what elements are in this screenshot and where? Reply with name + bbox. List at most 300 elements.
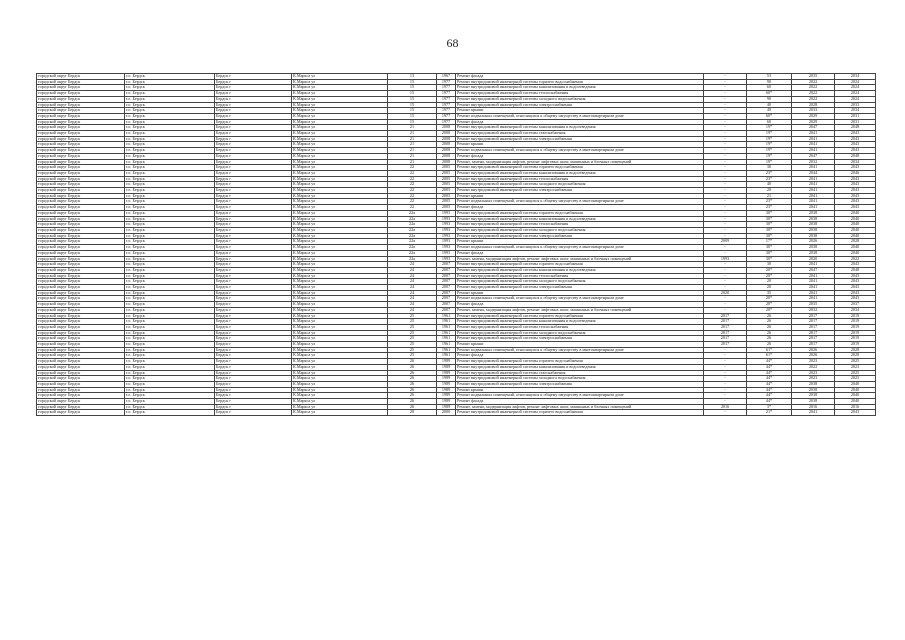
plan-end-year-cell: 2040 bbox=[835, 399, 876, 405]
plan-end-year-cell: 2040 bbox=[835, 216, 876, 222]
last-repair-year-cell: - bbox=[704, 113, 747, 119]
street-cell: К.Маркса ул bbox=[292, 347, 388, 353]
street-cell: К.Маркса ул bbox=[292, 342, 388, 348]
settlement-cell: г.о. Бердск bbox=[125, 96, 215, 102]
last-repair-year-cell: - bbox=[704, 399, 747, 405]
plan-start-year-cell: 2026 bbox=[792, 347, 835, 353]
work-type-cell: Ремонт внутридомовой инженерной системы холодного водоснабжения bbox=[456, 376, 704, 382]
work-type-cell: Ремонт внутридомовой инженерной системы холодного водоснабжения bbox=[456, 182, 704, 188]
locality-cell: Бердск г bbox=[215, 353, 292, 359]
plan-start-year-cell: 2041 bbox=[792, 262, 835, 268]
plan-start-year-cell: 2023 bbox=[792, 359, 835, 365]
locality-cell: Бердск г bbox=[215, 170, 292, 176]
plan-end-year-cell: 2043 bbox=[835, 136, 876, 142]
locality-cell: Бердск г bbox=[215, 342, 292, 348]
wear-percent-cell: 53 bbox=[747, 74, 792, 80]
wear-percent-cell: 20 bbox=[747, 285, 792, 291]
district-cell: городской округ Бердск bbox=[37, 216, 125, 222]
plan-end-year-cell: 2043 bbox=[835, 148, 876, 154]
wear-percent-cell: 90 bbox=[747, 79, 792, 85]
settlement-cell: г.о. Бердск bbox=[125, 176, 215, 182]
work-type-cell: Ремонт подвальных помещений, относящихся к общему имуществу в многоквартирном доме bbox=[456, 393, 704, 399]
wear-percent-cell: 30* bbox=[747, 250, 792, 256]
plan-end-year-cell: 2031 bbox=[835, 119, 876, 125]
plan-start-year-cell: 2017 bbox=[792, 342, 835, 348]
house-number-cell: 24 bbox=[388, 267, 437, 273]
last-repair-year-cell: - bbox=[704, 262, 747, 268]
locality-cell: Бердск г bbox=[215, 285, 292, 291]
build-year-cell: 1961 bbox=[437, 313, 456, 319]
registry-table-container bbox=[36, 73, 876, 416]
last-repair-year-cell: - bbox=[704, 125, 747, 131]
wear-percent-cell: 44* bbox=[747, 399, 792, 405]
last-repair-year-cell: - bbox=[704, 102, 747, 108]
house-number-cell: 22 bbox=[388, 193, 437, 199]
plan-end-year-cell: 2040 bbox=[835, 393, 876, 399]
last-repair-year-cell: 2017 bbox=[704, 330, 747, 336]
work-type-cell: Ремонт внутридомовой инженерной системы горячего водоснабжения bbox=[456, 79, 704, 85]
work-type-cell: Ремонт подвальных помещений, относящихся к общему имуществу в многоквартирном доме bbox=[456, 347, 704, 353]
work-type-cell: Ремонт внутридомовой инженерной системы газоснабжения bbox=[456, 370, 704, 376]
street-cell: К.Маркса ул bbox=[292, 353, 388, 359]
last-repair-year-cell: 2016 bbox=[704, 404, 747, 410]
district-cell: городской округ Бердск bbox=[37, 387, 125, 393]
plan-start-year-cell: 2032 bbox=[792, 307, 835, 313]
plan-start-year-cell: 2032 bbox=[792, 159, 835, 165]
district-cell: городской округ Бердск bbox=[37, 222, 125, 228]
street-cell: К.Маркса ул bbox=[292, 381, 388, 387]
locality-cell: Бердск г bbox=[215, 210, 292, 216]
wear-percent-cell: 44* bbox=[747, 381, 792, 387]
last-repair-year-cell: - bbox=[704, 176, 747, 182]
house-number-cell: 22 bbox=[388, 199, 437, 205]
last-repair-year-cell: - bbox=[704, 199, 747, 205]
plan-start-year-cell: 2023 bbox=[792, 376, 835, 382]
wear-percent-cell: 3* bbox=[747, 404, 792, 410]
build-year-cell: 1967 bbox=[437, 74, 456, 80]
house-number-cell: 25 bbox=[388, 353, 437, 359]
settlement-cell: г.о. Бердск bbox=[125, 159, 215, 165]
plan-end-year-cell: 2034 bbox=[835, 108, 876, 114]
plan-end-year-cell: 2019 bbox=[835, 336, 876, 342]
street-cell: К.Маркса ул bbox=[292, 102, 388, 108]
plan-end-year-cell: 2043 bbox=[835, 262, 876, 268]
work-type-cell: Ремонт внутридомовой инженерной системы горячего водоснабжения bbox=[456, 262, 704, 268]
district-cell: городской округ Бердск bbox=[37, 125, 125, 131]
build-year-cell: 1989 bbox=[437, 370, 456, 376]
street-cell: К.Маркса ул bbox=[292, 176, 388, 182]
settlement-cell: г.о. Бердск bbox=[125, 119, 215, 125]
build-year-cell: 1993 bbox=[437, 227, 456, 233]
wear-percent-cell: 26 bbox=[747, 324, 792, 330]
build-year-cell: 2008 bbox=[437, 159, 456, 165]
wear-percent-cell: 20* bbox=[747, 267, 792, 273]
last-repair-year-cell: - bbox=[704, 273, 747, 279]
build-year-cell: 1993 bbox=[437, 216, 456, 222]
build-year-cell: 2008 bbox=[437, 125, 456, 131]
house-number-cell: 15 bbox=[388, 102, 437, 108]
work-type-cell: Ремонт внутридомовой инженерной системы горячего водоснабжения bbox=[456, 410, 704, 416]
settlement-cell: г.о. Бердск bbox=[125, 302, 215, 308]
plan-start-year-cell: 2038 bbox=[792, 245, 835, 251]
last-repair-year-cell: - bbox=[704, 359, 747, 365]
house-number-cell: 22а bbox=[388, 216, 437, 222]
settlement-cell: г.о. Бердск bbox=[125, 273, 215, 279]
locality-cell: Бердск г bbox=[215, 136, 292, 142]
house-number-cell: 25 bbox=[388, 347, 437, 353]
work-type-cell: Ремонт внутридомовой инженерной системы теплоснабжения bbox=[456, 273, 704, 279]
registry-table bbox=[36, 73, 876, 416]
plan-start-year-cell: 2047 bbox=[792, 153, 835, 159]
settlement-cell: г.о. Бердск bbox=[125, 91, 215, 97]
settlement-cell: г.о. Бердск bbox=[125, 313, 215, 319]
settlement-cell: г.о. Бердск bbox=[125, 74, 215, 80]
house-number-cell: 24 bbox=[388, 279, 437, 285]
wear-percent-cell: 35 bbox=[747, 290, 792, 296]
last-repair-year-cell: - bbox=[704, 205, 747, 211]
plan-end-year-cell: 2040 bbox=[835, 250, 876, 256]
build-year-cell: 1989 bbox=[437, 404, 456, 410]
last-repair-year-cell: - bbox=[704, 159, 747, 165]
settlement-cell: г.о. Бердск bbox=[125, 113, 215, 119]
plan-end-year-cell: 2043 bbox=[835, 188, 876, 194]
plan-start-year-cell: 2038 bbox=[792, 250, 835, 256]
last-repair-year-cell: - bbox=[704, 131, 747, 137]
house-number-cell: 22 bbox=[388, 165, 437, 171]
work-type-cell: Ремонт внутридомовой инженерной системы теплоснабжения bbox=[456, 324, 704, 330]
street-cell: К.Маркса ул bbox=[292, 216, 388, 222]
settlement-cell: г.о. Бердск bbox=[125, 250, 215, 256]
work-type-cell: Ремонт внутридомовой инженерной системы холодного водоснабжения bbox=[456, 227, 704, 233]
house-number-cell: 22 bbox=[388, 182, 437, 188]
work-type-cell: Ремонт внутридомовой инженерной системы канализования и водоотведения bbox=[456, 364, 704, 370]
build-year-cell: 2005 bbox=[437, 205, 456, 211]
work-type-cell: Ремонт внутридомовой инженерной системы электроснабжения bbox=[456, 136, 704, 142]
house-number-cell: 15 bbox=[388, 119, 437, 125]
locality-cell: Бердск г bbox=[215, 176, 292, 182]
district-cell: городской округ Бердск bbox=[37, 142, 125, 148]
work-type-cell: Ремонт внутридомовой инженерной системы газоснабжения bbox=[456, 131, 704, 137]
last-repair-year-cell: - bbox=[704, 250, 747, 256]
district-cell: городской округ Бердск bbox=[37, 376, 125, 382]
settlement-cell: г.о. Бердск bbox=[125, 205, 215, 211]
last-repair-year-cell: - bbox=[704, 302, 747, 308]
settlement-cell: г.о. Бердск bbox=[125, 296, 215, 302]
district-cell: городской округ Бердск bbox=[37, 119, 125, 125]
wear-percent-cell: 44* bbox=[747, 387, 792, 393]
district-cell: городской округ Бердск bbox=[37, 324, 125, 330]
district-cell: городской округ Бердск bbox=[37, 319, 125, 325]
work-type-cell: Ремонт внутридомовой инженерной системы теплоснабжения bbox=[456, 176, 704, 182]
plan-end-year-cell: 2043 bbox=[835, 165, 876, 171]
locality-cell: Бердск г bbox=[215, 319, 292, 325]
last-repair-year-cell: - bbox=[704, 387, 747, 393]
house-number-cell: 25 bbox=[388, 324, 437, 330]
district-cell: городской округ Бердск bbox=[37, 290, 125, 296]
work-type-cell: Ремонт внутридомовой инженерной системы электроснабжения bbox=[456, 102, 704, 108]
street-cell: К.Маркса ул bbox=[292, 188, 388, 194]
plan-end-year-cell: 2028 bbox=[835, 239, 876, 245]
street-cell: К.Маркса ул bbox=[292, 227, 388, 233]
district-cell: городской округ Бердск bbox=[37, 113, 125, 119]
plan-start-year-cell: 2035 bbox=[792, 74, 835, 80]
plan-end-year-cell: 2048 bbox=[835, 125, 876, 131]
settlement-cell: г.о. Бердск bbox=[125, 233, 215, 239]
locality-cell: Бердск г bbox=[215, 307, 292, 313]
build-year-cell: 1977 bbox=[437, 108, 456, 114]
last-repair-year-cell: 2017 bbox=[704, 342, 747, 348]
wear-percent-cell: 30* bbox=[747, 245, 792, 251]
locality-cell: Бердск г bbox=[215, 85, 292, 91]
locality-cell: Бердск г bbox=[215, 148, 292, 154]
work-type-cell: Ремонт фасада bbox=[456, 119, 704, 125]
street-cell: К.Маркса ул bbox=[292, 370, 388, 376]
last-repair-year-cell: - bbox=[704, 148, 747, 154]
work-type-cell: Ремонт внутридомовой инженерной системы горячего водоснабжения bbox=[456, 359, 704, 365]
house-number-cell: 22а bbox=[388, 233, 437, 239]
locality-cell: Бердск г bbox=[215, 205, 292, 211]
wear-percent-cell: 44* bbox=[747, 393, 792, 399]
settlement-cell: г.о. Бердск bbox=[125, 182, 215, 188]
wear-percent-cell: 61* bbox=[747, 347, 792, 353]
district-cell: городской округ Бердск bbox=[37, 102, 125, 108]
build-year-cell: 2008 bbox=[437, 153, 456, 159]
plan-start-year-cell: 2016 bbox=[792, 404, 835, 410]
last-repair-year-cell: - bbox=[704, 376, 747, 382]
wear-percent-cell: 60* bbox=[747, 91, 792, 97]
work-type-cell: Ремонт, замена, модернизация лифтов, ремонт лифтовых шахт, машинных и блочных помещений bbox=[456, 404, 704, 410]
plan-end-year-cell: 2043 bbox=[835, 296, 876, 302]
street-cell: К.Маркса ул bbox=[292, 267, 388, 273]
wear-percent-cell: 19* bbox=[747, 148, 792, 154]
plan-start-year-cell: 2041 bbox=[792, 410, 835, 416]
district-cell: городской округ Бердск bbox=[37, 74, 125, 80]
wear-percent-cell: 19* bbox=[747, 159, 792, 165]
locality-cell: Бердск г bbox=[215, 404, 292, 410]
last-repair-year-cell: - bbox=[704, 142, 747, 148]
district-cell: городской округ Бердск bbox=[37, 136, 125, 142]
street-cell: К.Маркса ул bbox=[292, 302, 388, 308]
wear-percent-cell: 44* bbox=[747, 370, 792, 376]
last-repair-year-cell: 2017 bbox=[704, 324, 747, 330]
last-repair-year-cell: - bbox=[704, 216, 747, 222]
street-cell: К.Маркса ул bbox=[292, 182, 388, 188]
district-cell: городской округ Бердск bbox=[37, 279, 125, 285]
last-repair-year-cell: - bbox=[704, 193, 747, 199]
house-number-cell: 15 bbox=[388, 91, 437, 97]
last-repair-year-cell: - bbox=[704, 136, 747, 142]
plan-start-year-cell: 2038 bbox=[792, 381, 835, 387]
wear-percent-cell: 19* bbox=[747, 142, 792, 148]
district-cell: городской округ Бердск bbox=[37, 96, 125, 102]
build-year-cell: 1961 bbox=[437, 324, 456, 330]
settlement-cell: г.о. Бердск bbox=[125, 319, 215, 325]
district-cell: городской округ Бердск bbox=[37, 79, 125, 85]
house-number-cell: 26 bbox=[388, 364, 437, 370]
build-year-cell: 1961 bbox=[437, 319, 456, 325]
settlement-cell: г.о. Бердск bbox=[125, 148, 215, 154]
plan-start-year-cell: 2041 bbox=[792, 182, 835, 188]
last-repair-year-cell: - bbox=[704, 285, 747, 291]
plan-end-year-cell: 2019 bbox=[835, 319, 876, 325]
plan-start-year-cell: 2038 bbox=[792, 222, 835, 228]
house-number-cell: 21 bbox=[388, 125, 437, 131]
house-number-cell: 22а bbox=[388, 222, 437, 228]
last-repair-year-cell: 2017 bbox=[704, 319, 747, 325]
district-cell: городской округ Бердск bbox=[37, 182, 125, 188]
locality-cell: Бердск г bbox=[215, 79, 292, 85]
last-repair-year-cell: - bbox=[704, 74, 747, 80]
plan-start-year-cell: 2023 bbox=[792, 370, 835, 376]
last-repair-year-cell: - bbox=[704, 210, 747, 216]
house-number-cell: 24 bbox=[388, 302, 437, 308]
plan-start-year-cell: 2038 bbox=[792, 399, 835, 405]
settlement-cell: г.о. Бердск bbox=[125, 290, 215, 296]
house-number-cell: 15 bbox=[388, 113, 437, 119]
wear-percent-cell: 19* bbox=[747, 136, 792, 142]
plan-end-year-cell: 2024 bbox=[835, 96, 876, 102]
plan-end-year-cell: 2043 bbox=[835, 285, 876, 291]
build-year-cell: 1961 bbox=[437, 353, 456, 359]
settlement-cell: г.о. Бердск bbox=[125, 324, 215, 330]
district-cell: городской округ Бердск bbox=[37, 347, 125, 353]
work-type-cell: Ремонт внутридомовой инженерной системы канализования и водоотведения bbox=[456, 216, 704, 222]
work-type-cell: Ремонт внутридомовой инженерной системы холодного водоснабжения bbox=[456, 330, 704, 336]
last-repair-year-cell: - bbox=[704, 296, 747, 302]
work-type-cell: Ремонт внутридомовой инженерной системы горячего водоснабжения bbox=[456, 313, 704, 319]
wear-percent-cell: 44* bbox=[747, 359, 792, 365]
district-cell: городской округ Бердск bbox=[37, 153, 125, 159]
locality-cell: Бердск г bbox=[215, 393, 292, 399]
plan-start-year-cell: 2041 bbox=[792, 136, 835, 142]
district-cell: городской округ Бердск bbox=[37, 370, 125, 376]
house-number-cell: 21 bbox=[388, 142, 437, 148]
plan-start-year-cell: 2041 bbox=[792, 205, 835, 211]
work-type-cell: Ремонт внутридомовой инженерной системы электроснабжения bbox=[456, 233, 704, 239]
build-year-cell: 1989 bbox=[437, 376, 456, 382]
district-cell: городской округ Бердск bbox=[37, 159, 125, 165]
wear-percent-cell: 44* bbox=[747, 364, 792, 370]
house-number-cell: 25 bbox=[388, 319, 437, 325]
settlement-cell: г.о. Бердск bbox=[125, 336, 215, 342]
plan-end-year-cell: 2031 bbox=[835, 113, 876, 119]
plan-end-year-cell: 2033 bbox=[835, 102, 876, 108]
locality-cell: Бердск г bbox=[215, 302, 292, 308]
settlement-cell: г.о. Бердск bbox=[125, 102, 215, 108]
plan-start-year-cell: 2017 bbox=[792, 336, 835, 342]
work-type-cell: Ремонт крыши bbox=[456, 290, 704, 296]
work-type-cell: Ремонт подвальных помещений, относящихся к общему имуществу в многоквартирном доме bbox=[456, 113, 704, 119]
plan-start-year-cell: 2041 bbox=[792, 176, 835, 182]
build-year-cell: 2008 bbox=[437, 142, 456, 148]
district-cell: городской округ Бердск bbox=[37, 91, 125, 97]
build-year-cell: 1993 bbox=[437, 245, 456, 251]
locality-cell: Бердск г bbox=[215, 96, 292, 102]
district-cell: городской округ Бердск bbox=[37, 205, 125, 211]
locality-cell: Бердск г bbox=[215, 102, 292, 108]
settlement-cell: г.о. Бердск bbox=[125, 210, 215, 216]
locality-cell: Бердск г bbox=[215, 267, 292, 273]
locality-cell: Бердск г bbox=[215, 387, 292, 393]
settlement-cell: г.о. Бердск bbox=[125, 199, 215, 205]
plan-end-year-cell: 2025 bbox=[835, 370, 876, 376]
settlement-cell: г.о. Бердск bbox=[125, 256, 215, 262]
plan-start-year-cell: 2035 bbox=[792, 302, 835, 308]
street-cell: К.Маркса ул bbox=[292, 359, 388, 365]
settlement-cell: г.о. Бердск bbox=[125, 125, 215, 131]
last-repair-year-cell: - bbox=[704, 307, 747, 313]
street-cell: К.Маркса ул bbox=[292, 256, 388, 262]
work-type-cell: Ремонт фасада bbox=[456, 399, 704, 405]
district-cell: городской округ Бердск bbox=[37, 188, 125, 194]
house-number-cell: 22а bbox=[388, 239, 437, 245]
wear-percent-cell: 30 bbox=[747, 165, 792, 171]
street-cell: К.Маркса ул bbox=[292, 119, 388, 125]
build-year-cell: 1993 bbox=[437, 210, 456, 216]
plan-end-year-cell: 2019 bbox=[835, 324, 876, 330]
wear-percent-cell: 20* bbox=[747, 296, 792, 302]
street-cell: К.Маркса ул bbox=[292, 125, 388, 131]
last-repair-year-cell: - bbox=[704, 245, 747, 251]
plan-end-year-cell: 2043 bbox=[835, 279, 876, 285]
wear-percent-cell: 20* bbox=[747, 302, 792, 308]
street-cell: К.Маркса ул bbox=[292, 108, 388, 114]
street-cell: К.Маркса ул bbox=[292, 399, 388, 405]
street-cell: К.Маркса ул bbox=[292, 153, 388, 159]
settlement-cell: г.о. Бердск bbox=[125, 188, 215, 194]
plan-start-year-cell: 2041 bbox=[792, 193, 835, 199]
plan-end-year-cell: 2028 bbox=[835, 347, 876, 353]
locality-cell: Бердск г bbox=[215, 227, 292, 233]
plan-start-year-cell: 2038 bbox=[792, 216, 835, 222]
district-cell: городской округ Бердск bbox=[37, 267, 125, 273]
house-number-cell: 26 bbox=[388, 359, 437, 365]
street-cell: К.Маркса ул bbox=[292, 285, 388, 291]
locality-cell: Бердск г bbox=[215, 142, 292, 148]
house-number-cell: 26 bbox=[388, 399, 437, 405]
build-year-cell: 1961 bbox=[437, 336, 456, 342]
street-cell: К.Маркса ул bbox=[292, 250, 388, 256]
settlement-cell: г.о. Бердск bbox=[125, 79, 215, 85]
plan-start-year-cell: 2017 bbox=[792, 313, 835, 319]
wear-percent-cell: 26 bbox=[747, 330, 792, 336]
last-repair-year-cell: - bbox=[704, 353, 747, 359]
street-cell: К.Маркса ул bbox=[292, 85, 388, 91]
build-year-cell: 1989 bbox=[437, 381, 456, 387]
plan-start-year-cell: 2047 bbox=[792, 267, 835, 273]
wear-percent-cell: 40 bbox=[747, 182, 792, 188]
house-number-cell: 22 bbox=[388, 176, 437, 182]
locality-cell: Бердск г bbox=[215, 199, 292, 205]
house-number-cell: 15 bbox=[388, 96, 437, 102]
settlement-cell: г.о. Бердск bbox=[125, 387, 215, 393]
street-cell: К.Маркса ул bbox=[292, 91, 388, 97]
wear-percent-cell: 20* bbox=[747, 273, 792, 279]
plan-start-year-cell: 2022 bbox=[792, 364, 835, 370]
locality-cell: Бердск г bbox=[215, 330, 292, 336]
last-repair-year-cell: - bbox=[704, 153, 747, 159]
locality-cell: Бердск г bbox=[215, 313, 292, 319]
locality-cell: Бердск г bbox=[215, 182, 292, 188]
plan-start-year-cell: 2038 bbox=[792, 233, 835, 239]
locality-cell: Бердск г bbox=[215, 245, 292, 251]
street-cell: К.Маркса ул bbox=[292, 279, 388, 285]
build-year-cell: 2005 bbox=[437, 182, 456, 188]
plan-end-year-cell: 2043 bbox=[835, 410, 876, 416]
house-number-cell: 24 bbox=[388, 296, 437, 302]
settlement-cell: г.о. Бердск bbox=[125, 85, 215, 91]
wear-percent-cell: 19* bbox=[747, 153, 792, 159]
